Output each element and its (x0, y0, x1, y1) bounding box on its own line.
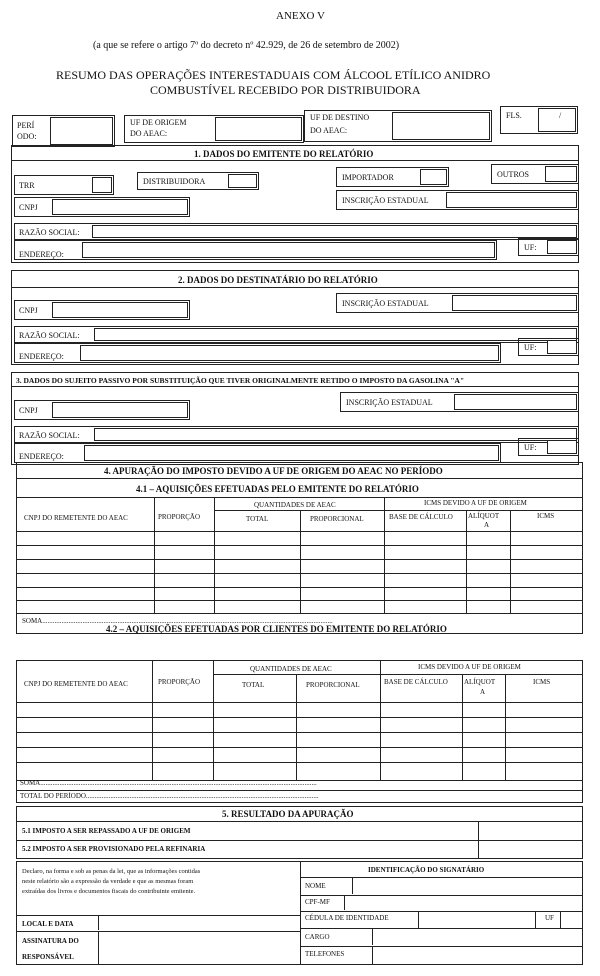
cnpj-field-3[interactable] (52, 402, 188, 418)
cargo-label: CARGO (305, 933, 330, 941)
declaration-line3: extraídas dos livros e documentos fiscais do contribuinte emitente. (22, 888, 196, 895)
t2-col-quantidades: QUANTIDADES DE AEAC (250, 665, 332, 673)
section4-title: 4. APURAÇÃO DO IMPOSTO DEVIDO A UF DE ORIGEM DO AEAC NO PERÍODO (104, 466, 443, 476)
periodo-label-2: ODO: (17, 132, 37, 141)
t2-col-cnpj: CNPJ DO REMETENTE DO AEAC (24, 680, 128, 688)
cnpj-label-3: CNPJ (19, 406, 38, 415)
local-data-label: LOCAL E DATA (22, 920, 74, 928)
uf-origem-field[interactable] (215, 117, 302, 141)
inscricao-field-3[interactable] (454, 394, 577, 410)
t2-col-aliquota-2: A (480, 688, 486, 696)
cnpj-label-1: CNPJ (19, 203, 38, 212)
t2-col-icms: ICMS (533, 678, 551, 686)
razao-label-2: RAZÃO SOCIAL: (19, 331, 80, 340)
endereco-label-3: ENDEREÇO: (19, 452, 64, 461)
section1-title: 1. DADOS DO EMITENTE DO RELATÓRIO (194, 149, 374, 159)
declaration-line2: neste relatório são a expressão da verdade e que as mesmas foram (22, 878, 194, 885)
t1-col-aliquota-2: A (484, 521, 490, 529)
section3-title: 3. DADOS DO SUJEITO PASSIVO POR SUBSTITUIÇÃO QUE TIVER ORIGINALMENTE RETIDO O IMPOSTO DA GASOLINA "A" (16, 376, 465, 385)
razao-label-3: RAZÃO SOCIAL: (19, 431, 80, 440)
signatory-id-title: IDENTIFICAÇÃO DO SIGNATÁRIO (368, 866, 485, 874)
declaration-line1: Declaro, na forma e sob as penas da lei, que as informações contidas (22, 868, 201, 875)
t2-col-base: BASE DE CÁLCULO (384, 678, 448, 686)
cedula-field[interactable] (418, 912, 534, 928)
importador-label: IMPORTADOR (342, 173, 394, 182)
trr-label: TRR (19, 181, 35, 190)
endereco-field-3[interactable] (84, 445, 499, 461)
uf-field-3[interactable] (547, 440, 577, 454)
endereco-field-2[interactable] (80, 345, 499, 361)
razao-field-2[interactable] (94, 328, 577, 341)
t2-col-proporcional: PROPORCIONAL (306, 681, 360, 689)
fls-label: FLS. (506, 111, 522, 120)
uf-label-2: UF: (524, 343, 537, 352)
inscricao-field-1[interactable] (446, 192, 577, 208)
inscricao-label-1: INSCRIÇÃO ESTADUAL (342, 196, 429, 205)
cnpj-field-2[interactable] (52, 302, 188, 318)
form-title-line1: RESUMO DAS OPERAÇÕES INTERESTADUAIS COM ÁLCOOL ETÍLICO ANIDRO (56, 68, 491, 82)
endereco-label-1: ENDEREÇO: (19, 250, 64, 259)
t2-col-icms-devido: ICMS DEVIDO A UF DE ORIGEM (418, 663, 521, 671)
fls-field[interactable] (538, 108, 576, 132)
cargo-field[interactable] (372, 929, 582, 945)
cedula-label: CÉDULA DE IDENTIDADE (305, 914, 389, 922)
uf-signatory-label: UF (545, 914, 554, 922)
cnpj-label-2: CNPJ (19, 306, 38, 315)
uf-origem-label-1: UF DE ORIGEM (130, 118, 187, 127)
section4-2-title: 4.2 – AQUISIÇÕES EFETUADAS POR CLIENTES DO EMITENTE DO RELATÓRIO (106, 624, 447, 634)
assinatura-field[interactable] (98, 932, 299, 964)
uf-destino-field[interactable] (392, 112, 490, 140)
section5-title: 5. RESULTADO DA APURAÇÃO (222, 809, 354, 819)
cpf-field[interactable] (344, 896, 582, 910)
t2-col-aliquota-1: ALÍQUOT (464, 678, 496, 686)
outros-checkbox[interactable] (545, 166, 577, 182)
t1-col-total: TOTAL (246, 515, 269, 523)
razao-field-3[interactable] (94, 428, 577, 441)
section4-1-title: 4.1 – AQUISIÇÕES EFETUADAS PELO EMITENTE DO RELATÓRIO (136, 484, 419, 494)
telefones-label: TELEFONES (305, 950, 345, 958)
razao-label-1: RAZÃO SOCIAL: (19, 228, 80, 237)
form-title-line2: COMBUSTÍVEL RECEBIDO POR DISTRIBUIDORA (150, 83, 421, 97)
cnpj-field-1[interactable] (52, 199, 188, 215)
telefones-field[interactable] (372, 947, 582, 964)
uf-destino-label-2: DO AEAC: (310, 126, 348, 135)
uf-label-3: UF: (524, 443, 537, 452)
t1-col-icms: ICMS (537, 512, 555, 520)
uf-field-1[interactable] (547, 240, 577, 254)
decree-reference: (a que se refere o artigo 7º do decreto nº 42.929, de 26 de setembro de 2002) (93, 40, 400, 51)
result-5-1-field[interactable] (479, 822, 582, 839)
periodo-field[interactable] (50, 117, 113, 145)
local-data-field[interactable] (98, 916, 299, 930)
inscricao-label-3: INSCRIÇÃO ESTADUAL (346, 398, 433, 407)
uf-field-2[interactable] (547, 340, 577, 354)
nome-label: NOME (305, 882, 326, 890)
razao-field-1[interactable] (92, 225, 577, 238)
result-5-2-field[interactable] (479, 841, 582, 858)
t1-col-cnpj: CNPJ DO REMETENTE DO AEAC (24, 514, 128, 522)
assinatura-label-2: RESPONSÁVEL (22, 953, 74, 961)
annex-label: ANEXO V (276, 10, 325, 22)
nome-field[interactable] (352, 878, 582, 894)
distribuidora-checkbox[interactable] (228, 174, 257, 188)
uf-signatory-field[interactable] (560, 912, 582, 928)
inscricao-label-2: INSCRIÇÃO ESTADUAL (342, 299, 429, 308)
t1-col-aliquota-1: ALÍQUOT (468, 512, 500, 520)
total-periodo: TOTAL DO PERÍODO..................................................................................................................................... (20, 792, 319, 800)
section2-title: 2. DADOS DO DESTINATÁRIO DO RELATÓRIO (178, 275, 378, 285)
distribuidora-label: DISTRIBUIDORA (143, 177, 206, 186)
uf-destino-label-1: UF DE DESTINO (310, 113, 370, 122)
outros-label: OUTROS (497, 170, 530, 179)
endereco-field-1[interactable] (82, 242, 495, 258)
assinatura-label-1: ASSINATURA DO (22, 937, 79, 945)
cpf-label: CPF-MF (305, 898, 330, 906)
result-5-1: 5.1 IMPOSTO A SER REPASSADO A UF DE ORIGEM (22, 827, 191, 835)
t1-col-proporcao: PROPORÇÃO (158, 513, 201, 521)
importador-checkbox[interactable] (420, 169, 447, 185)
t1-col-quantidades: QUANTIDADES DE AEAC (254, 501, 336, 509)
fls-slash: / (559, 111, 562, 120)
t1-col-icms-devido: ICMS DEVIDO A UF DE ORIGEM (424, 499, 527, 507)
soma-2: SOMA.............................................................................................................................................................. (20, 779, 317, 787)
t2-col-total: TOTAL (242, 681, 265, 689)
uf-label-1: UF: (524, 243, 537, 252)
periodo-label-1: PERÍ (17, 121, 35, 130)
t1-col-proporcional: PROPORCIONAL (310, 515, 364, 523)
trr-checkbox[interactable] (92, 177, 112, 193)
t1-col-base: BASE DE CÁLCULO (389, 513, 453, 521)
endereco-label-2: ENDEREÇO: (19, 352, 64, 361)
uf-origem-label-2: DO AEAC: (130, 129, 168, 138)
result-5-2: 5.2 IMPOSTO A SER PROVISIONADO PELA REFINARIA (22, 845, 206, 853)
inscricao-field-2[interactable] (452, 295, 577, 311)
t2-col-proporcao: PROPORÇÃO (158, 678, 201, 686)
soma-1: SOMA...................................................................................................................................................................... (22, 617, 333, 625)
